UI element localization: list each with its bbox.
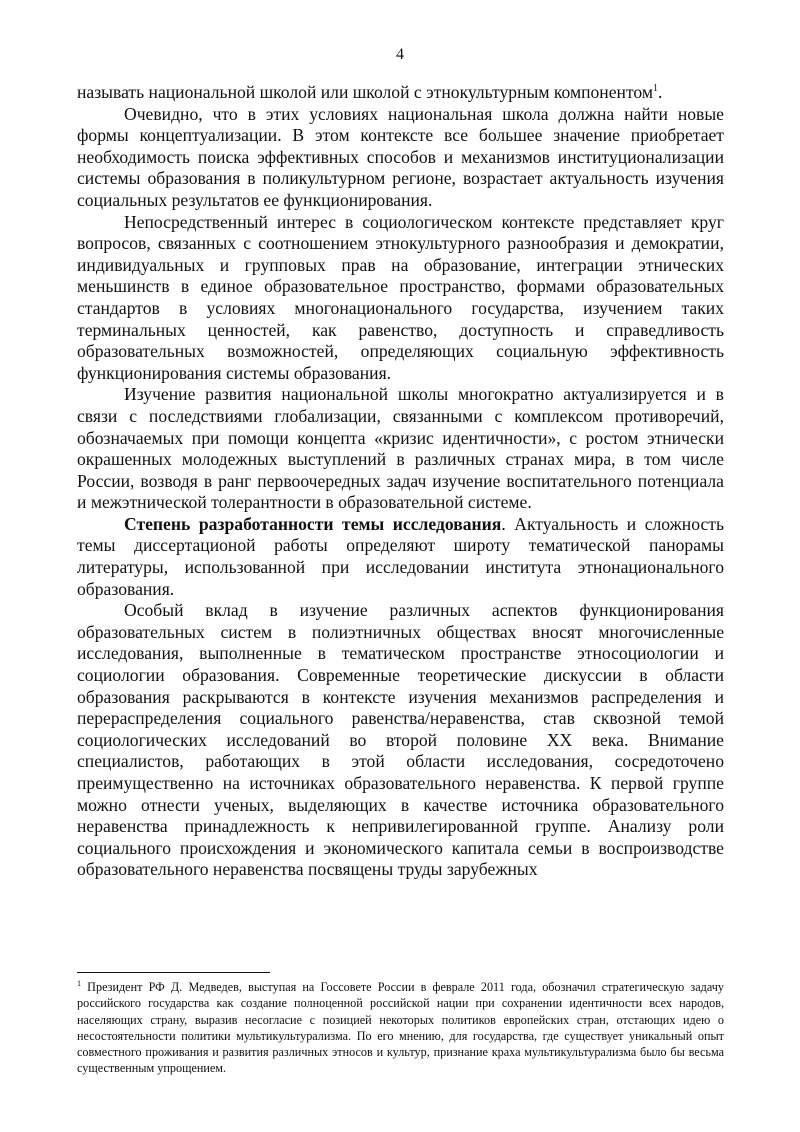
page-number: 4 — [396, 46, 404, 63]
footnote-text: Президент РФ Д. Медведев, выступая на Госсовете России в феврале 2011 года, обозначил стратегическую задачу российского государства как создание полноценной российской нации при сохранении идентичности всех народов, населяющих страну, выразив несогласие с позицией некоторых политиков европейских стран, отстающих идею о несостоятельности политики мультикультурализма. По его мнению, для государства, где существует уникальный опыт совместного проживания и развития различных этносов и культур, признание краха мультикультурализма было бы весьма существенным упрощением. — [77, 980, 725, 1076]
footnote-reference[interactable]: 1 — [653, 83, 659, 94]
paragraph-with-heading — [77, 514, 724, 600]
body-text — [77, 82, 724, 881]
paragraph-text: называть национальной школой или школой с этнокультурным компонентом — [77, 82, 654, 102]
footnote-mark: 1 — [77, 979, 81, 988]
paragraph-punctuation: . — [658, 82, 663, 102]
paragraph-continuation — [77, 82, 724, 104]
paragraph: Непосредственный интерес в социологическом контексте представляет круг вопросов, связанных с соотношением этнокультурного разнообразия и демократии, индивидуальных и групповых прав на образование, интеграции этнических меньшинств в единое образовательное пространство, формами образовательных стандартов в условиях многонационального государства, изучением таких терминальных ценностей, как равенство, доступность и справедливость образовательных возможностей, определяющих социальную эффективность функционирования системы образования. — [77, 211, 724, 383]
paragraph: Особый вклад в изучение различных аспектов функционирования образовательных систем в полиэтничных обществах вносят многочисленные исследования, выполненные в тематическом пространстве этносоциологии и социологии образования. Современные теоретические дискуссии в области образования раскрываются в контексте изучения механизмов распределения и перераспределения социального равенства/неравенства, став сквозной темой социологических исследований во второй половине XX века. Внимание специалистов, работающих в этой области исследования, сосредоточено преимущественно на источниках образовательного неравенства. К первой группе можно отнести ученых, выделяющих в качестве источника образовательного неравенства принадлежность к непривилегированной группе. Анализу роли социального происхождения и экономического капитала семьи в воспроизводстве образовательного неравенства посвящены труды зарубежных — [77, 600, 724, 880]
paragraph: Очевидно, что в этих условиях национальная школа должна найти новые формы концептуализации. В этом контексте все большее значение приобретает необходимость поиска эффективных способов и механизмов институционализации системы образования в поликультурном регионе, возрастает актуальность изучения социальных результатов ее функционирования. — [77, 103, 724, 210]
footnote — [77, 979, 724, 1077]
paragraph-text: . Актуальность и сложность темы диссертационой работы определяют широту тематической панорамы литературы, использованной при исследовании института этнонационального образования. — [77, 513, 724, 599]
footnote-divider — [77, 972, 270, 973]
paragraph: Изучение развития национальной школы многократно актуализируется и в связи с последствиями глобализации, связанными с комплексом противоречий, обозначаемых при помощи концепта «кризис идентичности», с ростом этнически окрашенных молодежных выступлений в различных странах мира, в том числе России, возводя в ранг первоочередных задач изучение воспитательного потенциала и межэтнической толерантности в образовательной системе. — [77, 384, 724, 513]
section-heading: Степень разработанности темы исследования — [124, 513, 502, 534]
